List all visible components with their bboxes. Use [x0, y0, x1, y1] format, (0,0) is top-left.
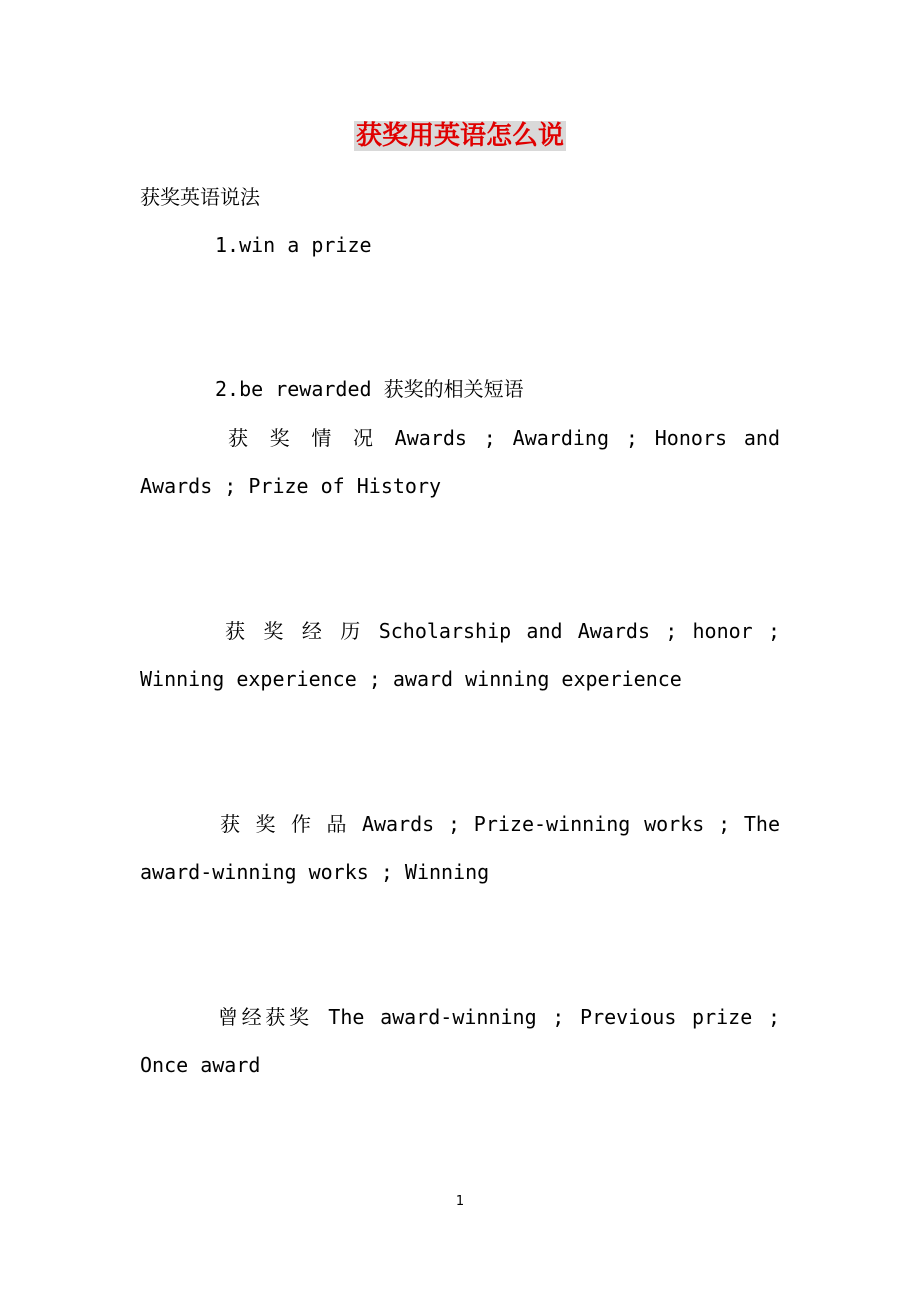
- page-number: 1: [455, 1194, 465, 1209]
- phrase-4-line-1: 曾经获奖 The award-winning ; Previous prize ;: [218, 1005, 780, 1029]
- phrase-2-line-2: Winning experience ; award winning experience: [140, 667, 682, 691]
- phrase-4-line-2: Once award: [140, 1053, 261, 1077]
- usage-item-1: 1.win a prize: [215, 233, 372, 257]
- phrase-3-line-2: award-winning works ; Winning: [140, 860, 490, 884]
- phrase-2-line-1: 获 奖 经 历 Scholarship and Awards ; honor ;: [225, 619, 780, 643]
- page-title-text: 获奖用英语怎么说: [355, 121, 564, 151]
- section-heading: 获奖英语说法: [140, 185, 260, 209]
- usage-item-2: 2.be rewarded 获奖的相关短语: [215, 377, 524, 401]
- phrase-3-line-1: 获 奖 作 品 Awards ; Prize-winning works ; The: [220, 812, 780, 836]
- page-title: [0, 116, 920, 156]
- phrase-1-line-2: Awards ; Prize of History: [140, 474, 442, 498]
- phrase-1-line-1: 获 奖 情 况 Awards ; Awarding ; Honors and: [228, 426, 780, 450]
